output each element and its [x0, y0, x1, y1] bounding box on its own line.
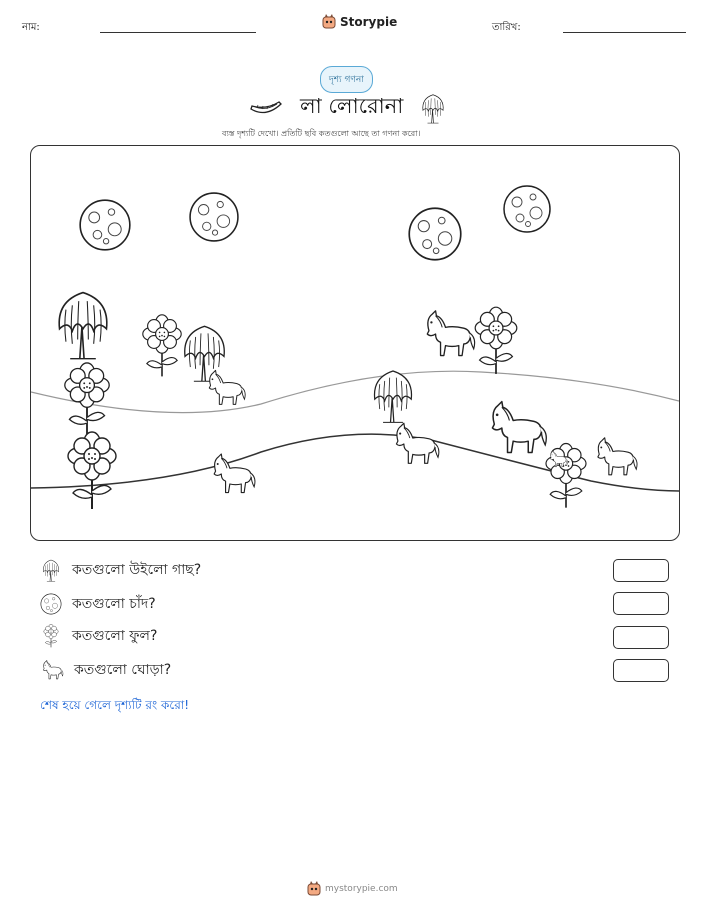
- title-row: [248, 90, 447, 125]
- question-row: [40, 658, 171, 682]
- question-text: কতগুলো ঘোড়া?: [74, 662, 172, 678]
- flower-3: [68, 432, 116, 509]
- willow-tree-3: [375, 371, 412, 422]
- footer-site: [307, 881, 398, 896]
- moon-3: [409, 208, 461, 260]
- horse-2: [427, 311, 474, 356]
- boat-icon: [248, 96, 284, 120]
- answer-box[interactable]: [613, 592, 669, 615]
- question-row: [40, 558, 201, 582]
- question-row: [40, 592, 156, 616]
- date-field[interactable]: [563, 32, 686, 33]
- moon-icon: [40, 593, 62, 615]
- moon-1: [80, 200, 130, 250]
- horse-4: [492, 402, 546, 453]
- back-hill-line: [31, 371, 679, 412]
- horse-1: [209, 370, 245, 404]
- horse-icon: [40, 659, 64, 681]
- scene-illustration: [31, 146, 679, 540]
- page-title: লা লোরোনা: [300, 94, 404, 118]
- answer-box[interactable]: [613, 559, 669, 582]
- name-label: নাম:: [22, 22, 40, 33]
- moon-2: [190, 193, 238, 241]
- willow-tree-icon: [419, 92, 447, 124]
- moon-4: [504, 186, 550, 232]
- horse-3: [396, 423, 438, 463]
- willow-tree-icon: [40, 558, 62, 582]
- mascot-icon: [307, 881, 321, 896]
- mascot-icon: [322, 14, 336, 29]
- flower-4: [475, 307, 517, 374]
- date-label: তারিখ:: [492, 22, 521, 33]
- footer-url[interactable]: mystorypie.com: [325, 883, 398, 894]
- question-row: [40, 624, 157, 648]
- question-text: কতগুলো চাঁদ?: [72, 596, 156, 612]
- flower-2: [65, 363, 109, 434]
- instructions: ব্যস্ত দৃশ্যটি দেখো। প্রতিটি ছবি কতগুলো আছে তা গণনা করো।: [222, 129, 421, 138]
- answer-box[interactable]: [613, 659, 669, 682]
- coloring-note: শেষ হয়ে গেলে দৃশ্যটি রং করো!: [40, 698, 190, 712]
- willow-tree-1: [59, 293, 107, 359]
- brand-logo: [322, 14, 397, 29]
- flower-1: [143, 315, 181, 377]
- brand-name: Storypie: [340, 14, 398, 29]
- horse-6: [598, 438, 637, 475]
- question-text: কতগুলো উইলো গাছ?: [72, 562, 202, 578]
- scene-count-badge: দৃশ্য গণনা: [320, 66, 373, 93]
- scene-frame: [30, 145, 680, 541]
- answer-box[interactable]: [613, 626, 669, 649]
- flower-icon: [40, 624, 62, 648]
- name-field[interactable]: [100, 32, 256, 33]
- horse-5: [214, 454, 255, 493]
- question-text: কতগুলো ফুল?: [72, 628, 158, 644]
- willow-tree-2: [185, 326, 225, 381]
